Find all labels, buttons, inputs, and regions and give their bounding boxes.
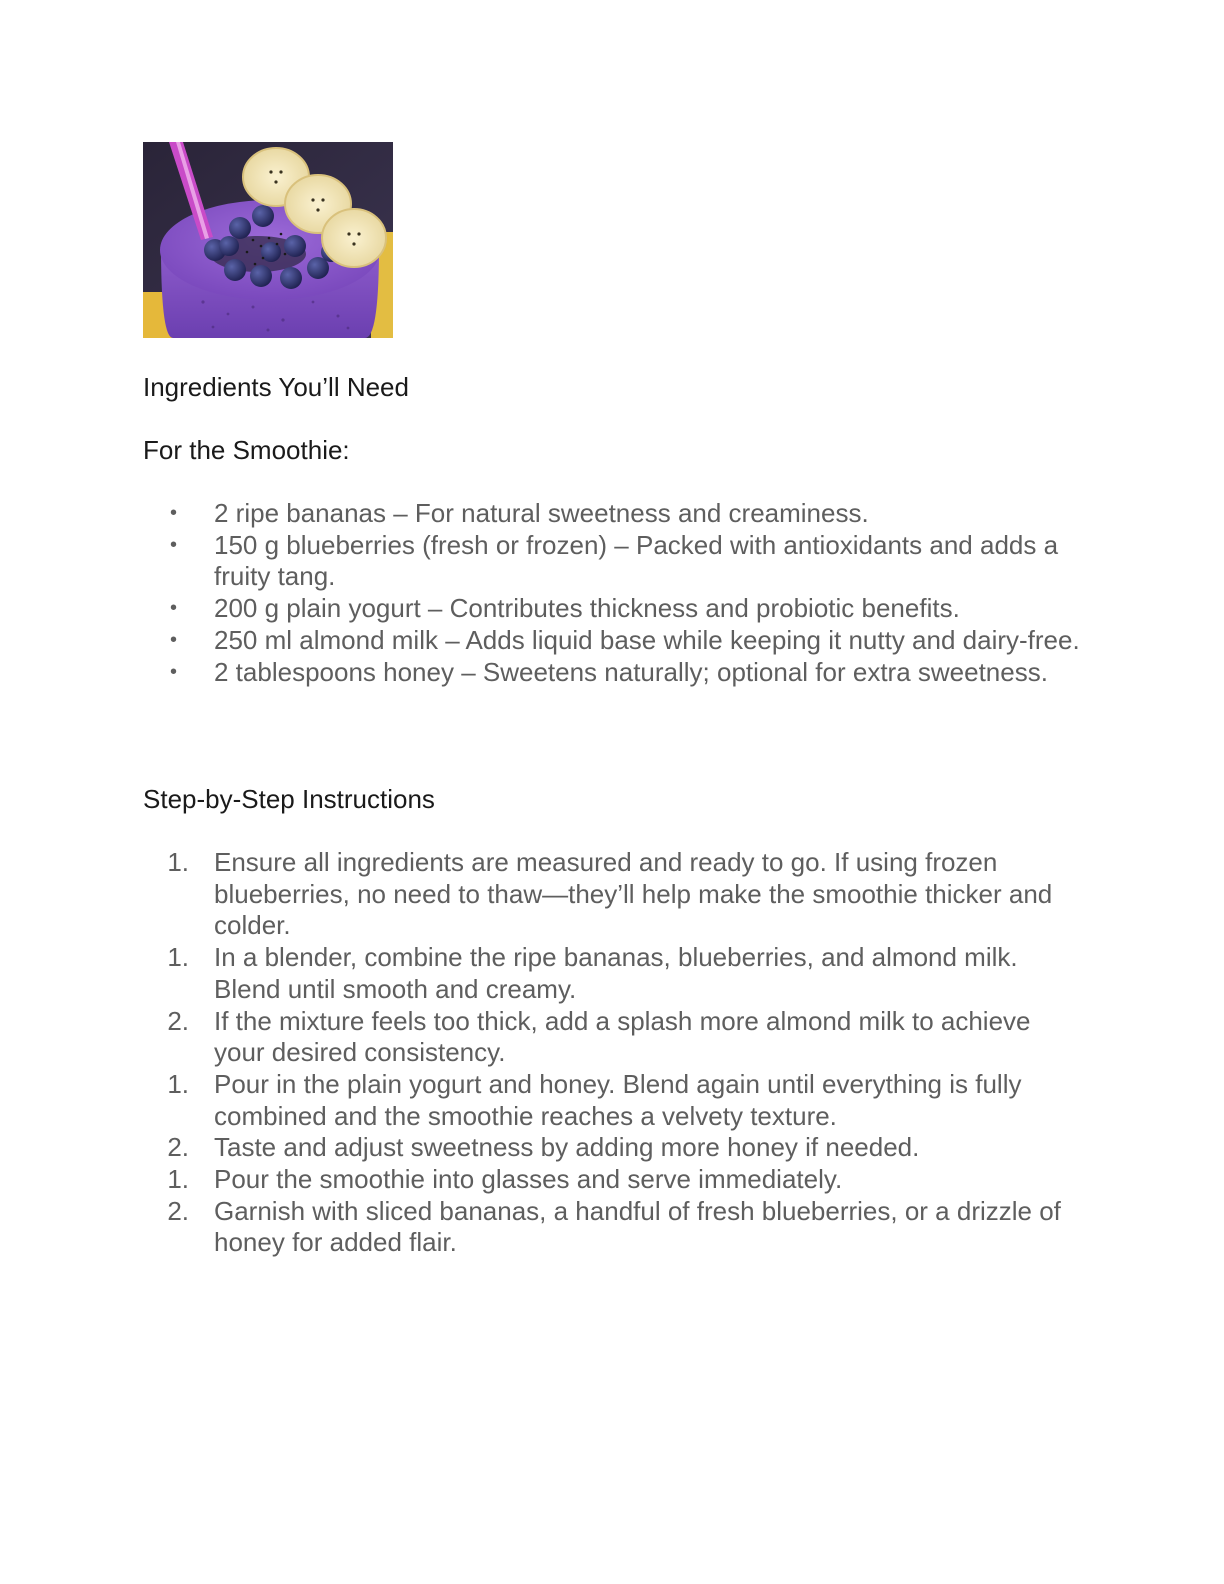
list-item [143, 1069, 1083, 1132]
step-number: 1. [167, 847, 189, 877]
list-item [143, 1196, 1083, 1259]
list-item [143, 530, 1083, 593]
list-item [143, 1006, 1083, 1069]
list-item [143, 1164, 1083, 1196]
ingredients-list [143, 498, 1083, 688]
step-text: Ensure all ingredients are measured and ready to go. If using frozen blueberries, no need to thaw—they’ll help make the smoothie thicker and colder. [214, 847, 1053, 941]
bullet-marker: • [169, 597, 177, 620]
instructions-list [143, 847, 1083, 1259]
list-item [143, 847, 1083, 942]
bullet-marker: • [169, 533, 177, 556]
list-item [143, 593, 1083, 625]
step-number: 2. [167, 1132, 189, 1163]
ingredients-heading: Ingredients You’ll Need [143, 372, 409, 402]
step-text: If the mixture feels too thick, add a splash more almond milk to achieve your desired consistency. [214, 1005, 1031, 1068]
step-text: Pour in the plain yogurt and honey. Blend again until everything is fully combined and the smoothie reaches a velvety texture. [214, 1068, 1022, 1131]
step-text: Garnish with sliced bananas, a handful of fresh blueberries, or a drizzle of honey for added flair. [214, 1195, 1061, 1258]
ingredient-text: 150 g blueberries (fresh or frozen) – Packed with antioxidants and adds a fruity tang. [214, 529, 1059, 592]
ingredient-text: 200 g plain yogurt – Contributes thickness and probiotic benefits. [214, 593, 960, 624]
step-text: Pour the smoothie into glasses and serve immediately. [214, 1164, 843, 1195]
step-number: 1. [167, 942, 189, 973]
step-number: 2. [167, 1005, 189, 1036]
list-item [143, 942, 1083, 1005]
ingredient-text: 2 tablespoons honey – Sweetens naturally; optional for extra sweetness. [214, 656, 1048, 687]
ingredient-text: 2 ripe bananas – For natural sweetness and creaminess. [214, 498, 869, 528]
list-item [143, 1132, 1083, 1164]
step-number: 2. [167, 1195, 189, 1226]
step-number: 1. [167, 1068, 189, 1099]
step-text: In a blender, combine the ripe bananas, blueberries, and almond milk. Blend until smooth and creamy. [214, 942, 1018, 1004]
smoothie-photo [143, 142, 393, 338]
bullet-marker: • [169, 628, 177, 651]
list-item [143, 657, 1083, 689]
list-item [143, 625, 1083, 657]
smoothie-subheading: For the Smoothie: [143, 435, 350, 465]
step-number: 1. [167, 1164, 189, 1195]
instructions-heading: Step-by-Step Instructions [143, 784, 435, 814]
bullet-marker: • [169, 502, 177, 524]
step-text: Taste and adjust sweetness by adding more honey if needed. [214, 1132, 920, 1163]
list-item [143, 498, 1083, 530]
ingredient-text: 250 ml almond milk – Adds liquid base while keeping it nutty and dairy-free. [214, 624, 1080, 655]
bullet-marker: • [169, 660, 177, 683]
